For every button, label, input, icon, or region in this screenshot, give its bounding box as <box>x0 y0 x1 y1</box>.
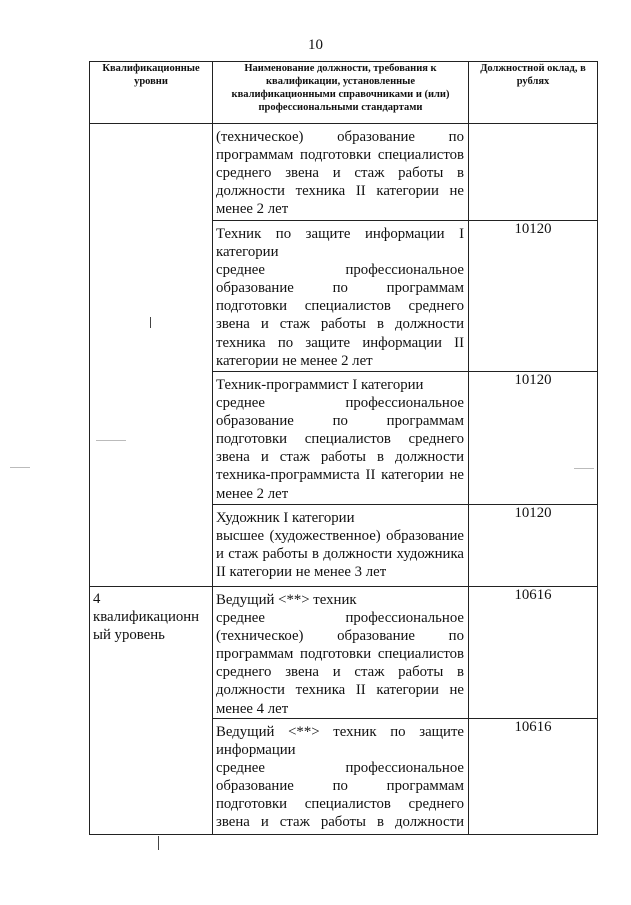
header-salary: Должностной оклад, в рублях <box>469 62 598 124</box>
text-line: Техник-программист I категории <box>216 377 424 393</box>
position-cell <box>213 124 469 221</box>
text-line: образование по программам <box>216 280 464 297</box>
position-cell <box>213 587 469 719</box>
text-line: Ведущий <**> техник <box>216 592 357 608</box>
text-line: менее 4 лет <box>216 700 289 717</box>
salary-cell: 10120 <box>469 221 598 372</box>
text-line: программам подготовки специалистов <box>216 646 464 663</box>
salary-cell: 10120 <box>469 372 598 505</box>
qualification-table <box>89 61 598 835</box>
table-header-row <box>90 62 598 124</box>
text-line: и стаж работы в должности художника <box>216 546 464 563</box>
text-line: Техник по защите информации I <box>216 226 464 242</box>
salary-cell <box>469 124 598 221</box>
level-label: квалификационн <box>93 609 200 626</box>
level-cell-4 <box>90 587 213 835</box>
text-line: среднее профессиональное <box>216 759 464 776</box>
position-cell <box>213 718 469 834</box>
text-line: техника по защите информации II <box>216 334 464 351</box>
scan-speck <box>150 317 151 328</box>
text-line: II категории не менее 3 лет <box>216 564 387 581</box>
header-position-requirements: Наименование должности, требования к квалификации, установленные квалификационными справочниками и (или) профессиональными стандартами <box>213 62 469 124</box>
scan-speck <box>10 467 30 468</box>
text-line: Ведущий <**> техник по защите <box>216 723 464 740</box>
text-line: категории <box>216 244 279 261</box>
text-line: должности техника II категории не <box>216 183 464 200</box>
scan-speck <box>158 836 159 850</box>
salary-cell: 10616 <box>469 587 598 719</box>
text-line: звена и стаж работы в должности <box>216 316 464 333</box>
text-line: звена и стаж работы в должности <box>216 814 464 831</box>
text-line: подготовки специалистов среднего <box>216 298 464 315</box>
level-number: 4 <box>93 591 101 607</box>
scan-speck <box>96 440 126 441</box>
text-line: должности техника II категории не <box>216 682 464 699</box>
text-line: среднего звена и стаж работы в <box>216 165 464 182</box>
table-row <box>90 587 598 719</box>
text-line: среднее профессиональное <box>216 395 464 412</box>
scan-speck <box>574 468 594 469</box>
text-line: Художник I категории <box>216 510 355 526</box>
text-line: категории не менее 2 лет <box>216 352 373 369</box>
text-line: подготовки специалистов среднего <box>216 796 464 813</box>
text-line: высшее (художественное) образование <box>216 528 464 545</box>
text-line: (техническое) образование по <box>216 129 464 145</box>
text-line: образование по программам <box>216 413 464 430</box>
text-line: подготовки специалистов среднего <box>216 431 464 448</box>
position-cell <box>213 221 469 372</box>
table-row <box>90 124 598 221</box>
text-line: менее 2 лет <box>216 201 289 218</box>
header-qualification-levels: Квалификационные уровни <box>90 62 213 124</box>
page-number: 10 <box>308 37 323 53</box>
text-line: среднее профессиональное <box>216 610 464 627</box>
salary-cell: 10120 <box>469 505 598 587</box>
text-line: техника-программиста II категории не <box>216 467 464 484</box>
level-cell-3 <box>90 124 213 587</box>
position-cell <box>213 372 469 505</box>
text-line: программам подготовки специалистов <box>216 147 464 164</box>
text-line: среднее профессиональное <box>216 262 464 279</box>
salary-cell: 10616 <box>469 718 598 834</box>
text-line: (техническое) образование по <box>216 628 464 645</box>
text-line: звена и стаж работы в должности <box>216 449 464 466</box>
text-line: информации <box>216 741 296 758</box>
text-line: менее 2 лет <box>216 485 289 502</box>
text-line: образование по программам <box>216 777 464 794</box>
level-label: ый уровень <box>93 627 165 644</box>
text-line: среднего звена и стаж работы в <box>216 664 464 681</box>
position-cell <box>213 505 469 587</box>
